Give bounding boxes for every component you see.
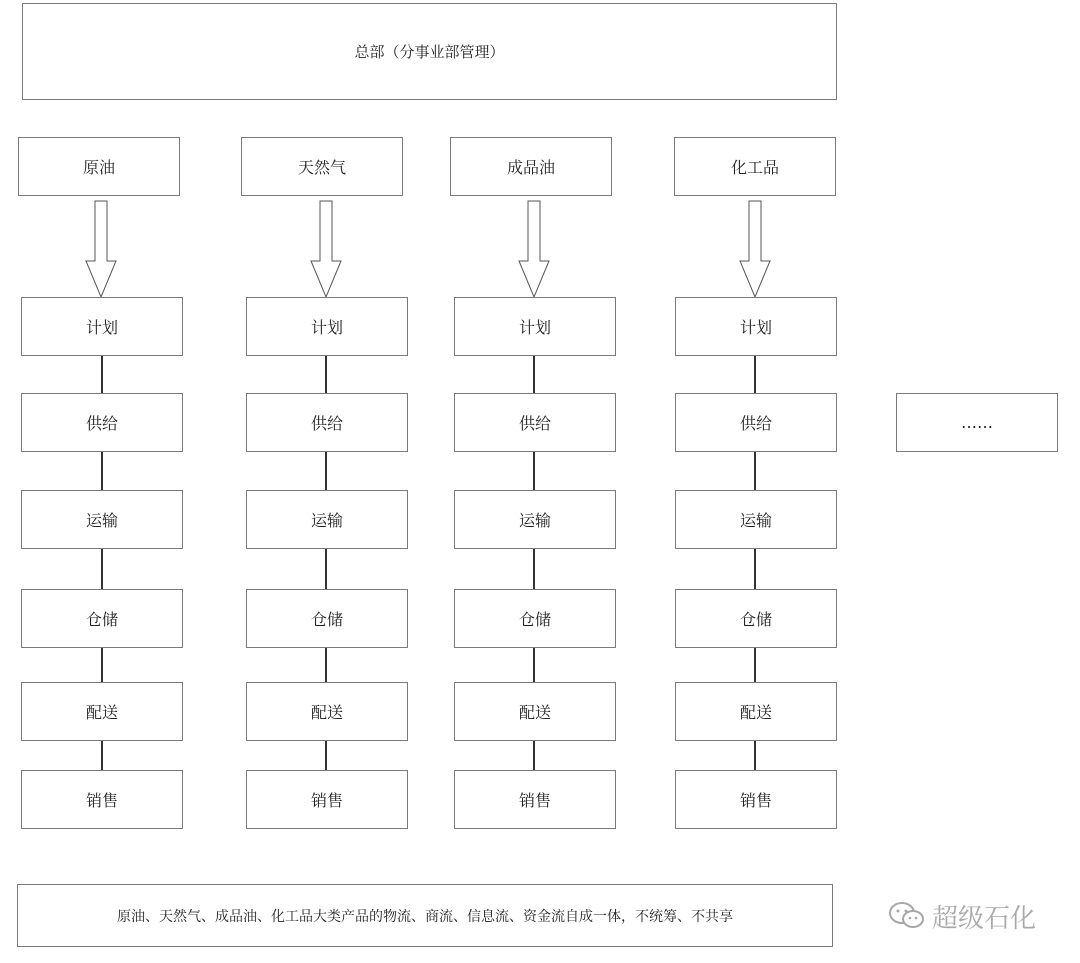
step-label: 供给 — [518, 414, 551, 433]
step-label: 仓储 — [85, 610, 118, 629]
product-label: 原油 — [82, 158, 115, 177]
step-label: 销售 — [85, 791, 118, 810]
step-label: 计划 — [310, 318, 343, 337]
connector-line — [754, 452, 756, 490]
step-box-transport — [675, 490, 837, 549]
summary-text: 原油、天然气、成品油、化工品大类产品的物流、商流、信息流、资金流自成一体，不统筹、不共享 — [117, 908, 733, 925]
step-label: 配送 — [739, 703, 772, 722]
step-label: 供给 — [739, 414, 772, 433]
step-box-supply — [675, 393, 837, 452]
connector-line — [325, 356, 327, 393]
watermark — [888, 896, 1068, 936]
step-label: 运输 — [739, 511, 772, 530]
step-box-supply — [246, 393, 408, 452]
step-label: 供给 — [85, 414, 118, 433]
step-label: 仓储 — [739, 610, 772, 629]
step-label: 配送 — [518, 703, 551, 722]
connector-line — [754, 648, 756, 682]
connector-line — [533, 549, 535, 589]
step-label: 运输 — [310, 511, 343, 530]
connector-line — [754, 741, 756, 770]
step-label: 运输 — [85, 511, 118, 530]
connector-line — [325, 741, 327, 770]
step-label: 配送 — [85, 703, 118, 722]
step-label: 供给 — [310, 414, 343, 433]
step-box-transport — [246, 490, 408, 549]
step-box-storage — [21, 589, 183, 648]
connector-line — [533, 452, 535, 490]
product-box — [674, 137, 836, 196]
step-label: 销售 — [739, 791, 772, 810]
step-box-delivery — [675, 682, 837, 741]
connector-line — [325, 648, 327, 682]
step-box-plan — [675, 297, 837, 356]
step-box-plan — [454, 297, 616, 356]
step-box-storage — [675, 589, 837, 648]
connector-line — [101, 648, 103, 682]
wechat-icon — [888, 901, 926, 931]
step-box-sales — [21, 770, 183, 829]
connector-line — [101, 452, 103, 490]
step-box-storage — [246, 589, 408, 648]
watermark-text: 超级石化 — [932, 903, 1037, 934]
step-box-sales — [675, 770, 837, 829]
step-box-transport — [21, 490, 183, 549]
product-label: 成品油 — [506, 158, 555, 177]
connector-line — [325, 452, 327, 490]
step-box-delivery — [454, 682, 616, 741]
step-label: 计划 — [518, 318, 551, 337]
down-arrow-icon — [518, 201, 550, 298]
step-box-delivery — [246, 682, 408, 741]
step-label: 仓储 — [518, 610, 551, 629]
summary-box — [17, 884, 833, 947]
ellipsis-label: …… — [961, 413, 993, 432]
step-label: 销售 — [310, 791, 343, 810]
product-label: 天然气 — [297, 158, 346, 177]
product-box — [241, 137, 403, 196]
connector-line — [754, 356, 756, 393]
step-label: 配送 — [310, 703, 343, 722]
step-box-transport — [454, 490, 616, 549]
connector-line — [533, 648, 535, 682]
step-box-sales — [246, 770, 408, 829]
headquarters-box — [22, 3, 837, 100]
step-label: 计划 — [85, 318, 118, 337]
step-label: 销售 — [518, 791, 551, 810]
connector-line — [533, 741, 535, 770]
down-arrow-icon — [310, 201, 342, 298]
connector-line — [325, 549, 327, 589]
step-box-sales — [454, 770, 616, 829]
connector-line — [533, 356, 535, 393]
connector-line — [101, 356, 103, 393]
step-box-supply — [454, 393, 616, 452]
connector-line — [101, 549, 103, 589]
step-box-plan — [246, 297, 408, 356]
connector-line — [754, 549, 756, 589]
ellipsis-box — [896, 393, 1058, 452]
product-box — [18, 137, 180, 196]
headquarters-label: 总部（分事业部管理） — [354, 43, 505, 61]
step-label: 运输 — [518, 511, 551, 530]
product-box — [450, 137, 612, 196]
step-box-delivery — [21, 682, 183, 741]
down-arrow-icon — [85, 201, 117, 298]
step-label: 计划 — [739, 318, 772, 337]
down-arrow-icon — [739, 201, 771, 298]
connector-line — [101, 741, 103, 770]
step-box-supply — [21, 393, 183, 452]
step-box-storage — [454, 589, 616, 648]
step-box-plan — [21, 297, 183, 356]
step-label: 仓储 — [310, 610, 343, 629]
product-label: 化工品 — [730, 158, 779, 177]
